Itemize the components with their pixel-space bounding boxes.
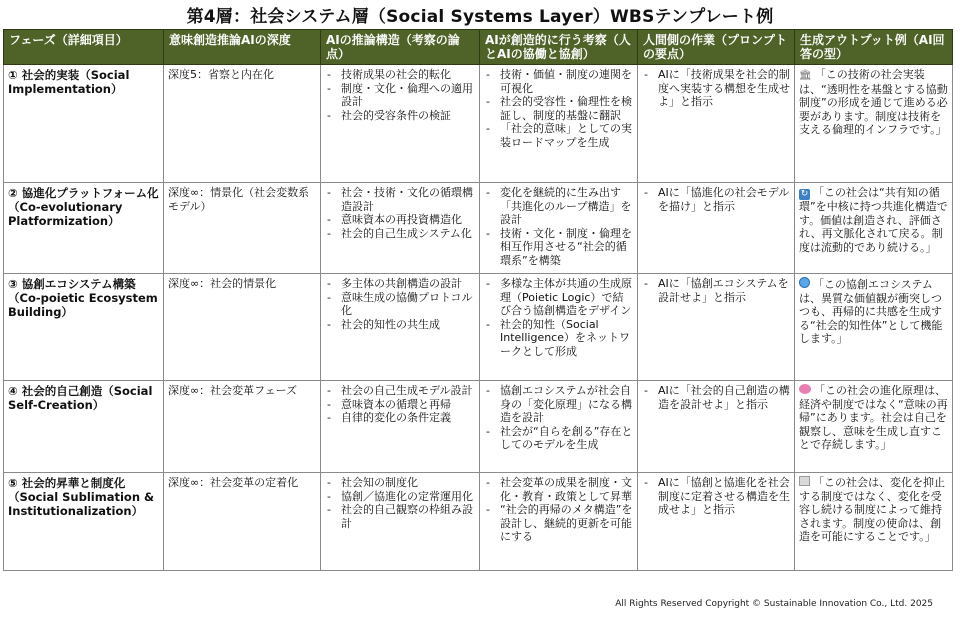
table-row (4, 183, 953, 274)
list-item: - 協創エコシステムが社会自身の「変化原理」になる構造を設計 (484, 384, 633, 425)
depth-cell: 深度∞：社会的情景化 (164, 274, 321, 381)
list-item: - 制度・文化・倫理への適用設計 (325, 82, 475, 109)
list-item: - 意味資本の循環と再帰 (325, 398, 475, 412)
answer-text: 「この技術の社会実装は、“透明性を基盤とする協動制度”の形成を通じて進める必要があります。制度は技術を支える倫理的インフラです。」 (799, 68, 948, 137)
scroll-icon (799, 476, 810, 486)
creative-cell (480, 274, 638, 381)
globe-icon (799, 277, 810, 288)
answer-text: 「この協創エコシステムは、異質な価値観が衝突しつつも、再帰的に共感を生成する“社会的知性体”として機能します。」 (799, 278, 943, 346)
creative-cell (480, 473, 638, 571)
list-item: - 社会・技術・文化の循環構造設計 (325, 186, 475, 213)
human-cell (638, 381, 795, 473)
structure-cell (321, 65, 480, 183)
list-item: - 技術成果の社会的転化 (325, 68, 475, 82)
list-item: - 社会知の制度化 (325, 476, 475, 490)
list-item: - 技術・文化・制度・倫理を相互作用させる“社会的循環系”を構築 (484, 227, 633, 268)
list-item: - AIに「技術成果を社会的制度へ実装する構想を生成せよ」と指示 (642, 68, 790, 109)
depth-cell: 深度∞：情景化（社会変数系モデル） (164, 183, 321, 274)
header-creative: AIが創造的に行う考察（人とAIの協働と協創） (480, 30, 638, 65)
table-row (4, 65, 953, 183)
list-item: - AIに「協進化の社会モデルを描け」と指示 (642, 186, 790, 213)
list-item: - 社会的知性の共生成 (325, 318, 475, 332)
structure-cell (321, 473, 480, 571)
list-item: - 協創／協進化の定常運用化 (325, 490, 475, 504)
depth-cell: 深度5：省察と内在化 (164, 65, 321, 183)
human-cell (638, 473, 795, 571)
output-cell (795, 65, 953, 183)
header-depth: 意味創造推論AIの深度 (164, 30, 321, 65)
human-cell (638, 65, 795, 183)
human-cell (638, 274, 795, 381)
copyright-footer: All Rights Reserved Copyright © Sustainable Innovation Co., Ltd. 2025 (615, 599, 933, 609)
phase-cell: ② 協進化プラットフォーム化（Co-evolutionary Platformization） (4, 183, 164, 274)
list-item: - 社会的受容性・倫理性を検証し、制度的基盤に翻訳 (484, 95, 633, 122)
list-item: - 多様な主体が共通の生成原理（Poietic Logic）で結び合う協創構造をデザイン (484, 277, 633, 318)
list-item: - 多主体の共創構造の設計 (325, 277, 475, 291)
human-cell (638, 183, 795, 274)
table-row (4, 274, 953, 381)
list-item: - “社会的再帰のメタ構造”を設計し、継続的更新を可能にする (484, 503, 633, 544)
output-cell (795, 183, 953, 274)
list-item: - 社会的自己生成システム化 (325, 227, 475, 241)
brain-icon (799, 384, 811, 394)
list-item: - AIに「協創と協進化を社会制度に定着させる構造を生成せよ」と指示 (642, 476, 790, 517)
header-structure: AIの推論構造（考察の論点） (321, 30, 480, 65)
phase-cell: ① 社会的実装（Social Implementation） (4, 65, 164, 183)
list-item: - AIに「社会的自己創造の構造を設計せよ」と指示 (642, 384, 790, 411)
list-item: - 変化を継続的に生み出す「共進化のループ構造」を設計 (484, 186, 633, 227)
output-cell (795, 274, 953, 381)
list-item: - 自律的変化の条件定義 (325, 411, 475, 425)
creative-cell (480, 65, 638, 183)
list-item: - 技術・価値・制度の連関を可視化 (484, 68, 633, 95)
list-item: - 社会が“自らを創る”存在としてのモデルを生成 (484, 425, 633, 452)
list-item: - 意味生成の協働プロトコル化 (325, 291, 475, 318)
list-item: - 社会的受容条件の検証 (325, 109, 475, 123)
list-item: - 「社会的意味」としての実装ロードマップを生成 (484, 122, 633, 149)
list-item: - 社会変革の成果を制度・文化・教育・政策として昇華 (484, 476, 633, 503)
header-row (4, 30, 953, 65)
structure-cell (321, 274, 480, 381)
header-output: 生成アウトプット例（AI回答の型） (795, 30, 953, 65)
list-item: - 意味資本の再投資構造化 (325, 213, 475, 227)
creative-cell (480, 381, 638, 473)
answer-text: 「この社会は“共有知の循環”を中核に持つ共進化構造です。価値は創造され、評価され、再文脈化されて戻る。制度は流動的であり続ける。」 (799, 186, 948, 254)
wbs-table (3, 29, 953, 571)
output-cell (795, 381, 953, 473)
creative-cell (480, 183, 638, 274)
phase-cell: ④ 社会的自己創造（Social Self-Creation） (4, 381, 164, 473)
phase-cell: ⑤ 社会的昇華と制度化（Social Sublimation & Institutionalization） (4, 473, 164, 571)
header-phase: フェーズ（詳細項目） (4, 30, 164, 65)
table-row (4, 381, 953, 473)
structure-cell (321, 183, 480, 274)
list-item: - AIに「協創エコシステムを設計せよ」と指示 (642, 277, 790, 304)
bank-icon: 🏛︎ (799, 70, 812, 81)
list-item: - 社会的知性（Social Intelligence）をネットワークとして形成 (484, 318, 633, 359)
structure-cell (321, 381, 480, 473)
answer-text: 「この社会は、変化を抑止する制度ではなく、変化を受容し続ける制度によって維持されます。制度の使命は、創造を可能にすることです。」 (799, 476, 945, 544)
list-item: - 社会の自己生成モデル設計 (325, 384, 475, 398)
list-item: - 社会的自己観察の枠組み設計 (325, 503, 475, 530)
table-row (4, 473, 953, 571)
cycle-icon: ↻ (800, 189, 809, 199)
phase-cell: ③ 協創エコシステム構築（Co-poietic Ecosystem Building） (4, 274, 164, 381)
output-cell (795, 473, 953, 571)
depth-cell: 深度∞：社会変革フェーズ (164, 381, 321, 473)
answer-text: 「この社会の進化原理は、経済や制度ではなく“意味の再帰”にあります。社会は自己を観察し、意味を生成し直すことで存続します。」 (799, 384, 948, 452)
header-human: 人間側の作業（プロンプトの要点） (638, 30, 795, 65)
depth-cell: 深度∞：社会変革の定着化 (164, 473, 321, 571)
page-title: 第4層：社会システム層（Social Systems Layer）WBSテンプレート例 (186, 7, 774, 27)
